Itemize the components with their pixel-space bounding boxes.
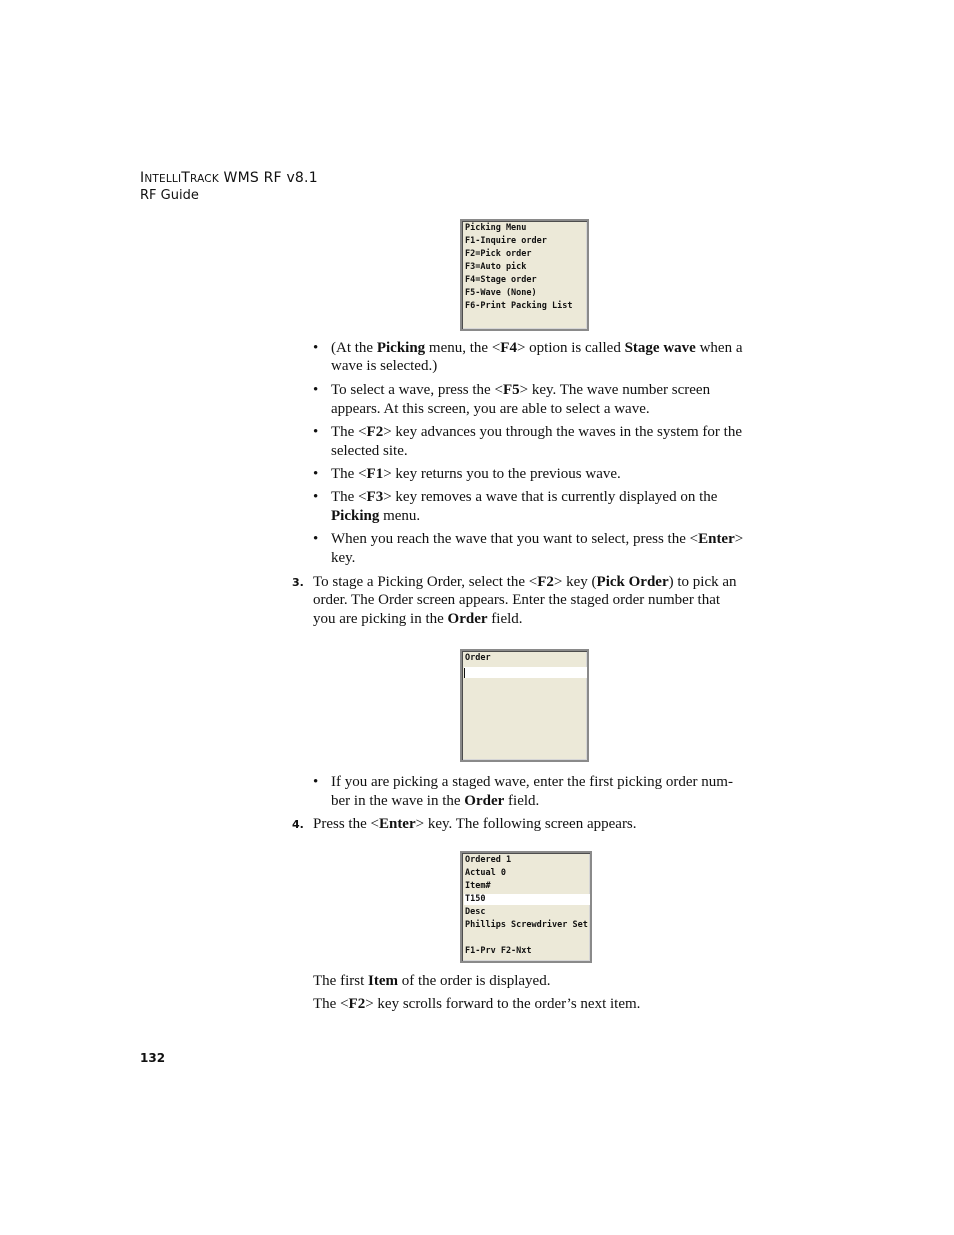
bullet-text: To select a wave, press the <F5> key. The wave number screen [331, 382, 711, 398]
menu-line: Picking Menu [465, 223, 527, 233]
bullet-text: The <F2> key advances you through the waves in the system for the [331, 424, 742, 440]
step-text: To stage a Picking Order, select the <F2> key (Pick Order) to pick an [313, 574, 737, 590]
step-text-line3: you are picking in the Order field. [313, 611, 523, 627]
running-header-subtitle: RF Guide [140, 188, 199, 203]
closing-text-2: The <F2> key scrolls forward to the order’s next item. [313, 996, 641, 1012]
bullet-text: The <F1> key returns you to the previous wave. [331, 466, 621, 482]
menu-line: F4=Stage order [465, 275, 537, 285]
ordered-quantity: Ordered 1 [465, 855, 512, 865]
actual-quantity: Actual 0 [465, 868, 506, 878]
header-title-part: RACK [190, 173, 219, 185]
bullet-dot: • [313, 340, 319, 356]
bullet-text: The <F3> key removes a wave that is currently displayed on the [331, 489, 718, 505]
bullet-text-line2: ber in the wave in the Order field. [331, 793, 540, 809]
function-key-footer: F1-Prv F2-Nxt [465, 946, 532, 956]
bullet-text-line2: Picking menu. [331, 508, 421, 524]
item-value: T150 [465, 894, 486, 904]
step-text: Press the <Enter> key. The following screen appears. [313, 816, 637, 832]
bullet-text-line2: appears. At this screen, you are able to select a wave. [331, 401, 650, 417]
item-screenshot [460, 851, 592, 963]
menu-line: F3=Auto pick [465, 262, 527, 272]
step-number: 4. [292, 818, 304, 831]
picking-menu-screenshot [460, 219, 589, 331]
page-number: 132 [140, 1051, 166, 1065]
bullet-text: When you reach the wave that you want to select, press the <Enter> [331, 531, 744, 547]
bullet-dot: • [313, 382, 319, 398]
running-header-title [140, 170, 318, 186]
menu-line: F5-Wave (None) [465, 288, 537, 298]
step-text-line2: order. The Order screen appears. Enter the staged order number that [313, 592, 721, 608]
bullet-dot: • [313, 774, 319, 790]
desc-value: Phillips Screwdriver Set [465, 920, 588, 930]
menu-line: F2=Pick order [465, 249, 532, 259]
header-title-part: I [140, 170, 145, 186]
bullet-text: If you are picking a staged wave, enter the first picking order num- [331, 774, 733, 790]
desc-label: Desc [465, 907, 486, 917]
bullet-text: (At the Picking menu, the <F4> option is called Stage wave when a [331, 340, 743, 356]
header-title-part: NTELLI [144, 173, 182, 185]
bullet-text-line2: selected site. [331, 443, 408, 459]
order-input-field[interactable] [464, 667, 587, 678]
header-title-part: WMS RF v8.1 [218, 170, 318, 186]
closing-text-1: The first Item of the order is displayed. [313, 973, 551, 989]
menu-line: F1-Inquire order [465, 236, 547, 246]
bullet-dot: • [313, 489, 319, 505]
bullet-dot: • [313, 424, 319, 440]
item-label: Item# [465, 881, 491, 891]
order-label: Order [465, 653, 491, 663]
order-screenshot [460, 649, 589, 762]
menu-line: F6-Print Packing List [465, 301, 573, 311]
bullet-text-line2: key. [331, 550, 356, 566]
text-cursor [464, 668, 465, 678]
bullet-dot: • [313, 531, 319, 547]
bullet-text-line2: wave is selected.) [331, 358, 438, 374]
bullet-dot: • [313, 466, 319, 482]
header-title-part: T [181, 170, 191, 186]
step-number: 3. [292, 576, 304, 589]
